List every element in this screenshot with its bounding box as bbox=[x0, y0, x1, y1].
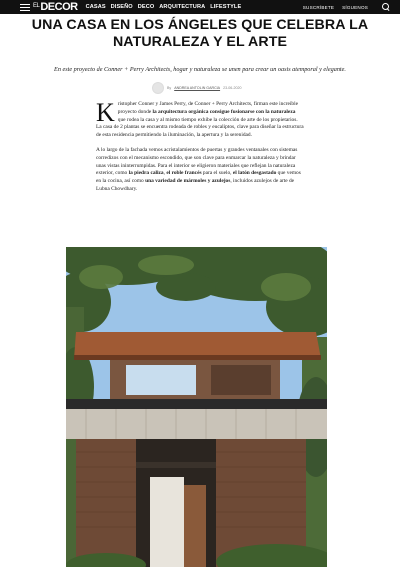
publish-date: 23-06-2020 bbox=[223, 86, 242, 90]
main-nav bbox=[86, 4, 242, 10]
paragraph-1-text bbox=[96, 98, 304, 139]
nav-item-lifestyle[interactable]: LIFESTYLE bbox=[210, 4, 242, 10]
house-illustration bbox=[66, 247, 327, 567]
nav-item-diseno[interactable]: DISEÑO bbox=[110, 4, 133, 10]
body-text: , bbox=[163, 170, 167, 177]
author-avatar bbox=[152, 82, 164, 94]
emphasis-text: el roble francés bbox=[166, 170, 202, 177]
article-subtitle: En este proyecto de Conner + Perry Architects, hogar y naturaleza se unen para crear un oasis atemporal y elegante. bbox=[54, 66, 346, 73]
header-actions bbox=[303, 3, 390, 11]
search-icon[interactable] bbox=[382, 3, 390, 11]
body-text: que vemos en la cocina, así como bbox=[96, 170, 301, 185]
article-body bbox=[96, 98, 304, 201]
nav-item-deco[interactable]: DECO bbox=[137, 4, 155, 10]
article-title: UNA CASA EN LOS ÁNGELES QUE CELEBRA LA NATURALEZA Y EL ARTE bbox=[31, 17, 369, 50]
dropcap: K bbox=[96, 98, 115, 127]
menu-icon[interactable] bbox=[20, 4, 30, 11]
nav-item-arquitectura[interactable]: ARQUITECTURA bbox=[159, 4, 206, 10]
body-text: , incluidos azulejos de arte de Lubna Chowdhary. bbox=[96, 178, 295, 192]
emphasis-text: la piedra caliza bbox=[128, 170, 164, 177]
top-navigation-bar bbox=[0, 0, 400, 14]
byline bbox=[152, 82, 241, 94]
logo-prefix: EL bbox=[33, 3, 40, 9]
nav-item-casas[interactable]: CASAS bbox=[85, 4, 106, 10]
subscribe-link[interactable]: SUSCRÍBETE bbox=[302, 4, 335, 10]
hero-image bbox=[66, 247, 327, 567]
emphasis-text: el latón desgastado bbox=[232, 170, 277, 177]
paragraph-1 bbox=[96, 98, 304, 140]
site-logo[interactable] bbox=[33, 1, 78, 13]
paragraph-2-text bbox=[96, 147, 301, 192]
emphasis-text: una variedad de mármoles y azulejos bbox=[145, 178, 231, 185]
body-text: A lo largo de la fachada vemos acristalamientos de puertas y grandes ventanales con sistemas corredizos con el mecanismo escondido, que son clave para enmarcar la naturaleza y brindar unas vistas ininterrumpidas. Para el interior se eligieron materiales que reflejan la naturaleza exterior, como bbox=[96, 146, 298, 177]
body-text: para el suelo, bbox=[201, 170, 233, 177]
body-text: ristopher Conner y James Perry, de Conner + Perry Architects, firman este increíble proyecto donde bbox=[117, 101, 299, 115]
author-link[interactable]: ANDREA ANTOLIN GARCIA bbox=[174, 86, 221, 90]
logo-text: DECOR bbox=[40, 1, 78, 13]
paragraph-2 bbox=[96, 147, 304, 194]
follow-link[interactable]: SÍGUENOS bbox=[342, 4, 368, 10]
byline-prefix: By bbox=[167, 86, 172, 90]
body-text: que rodea la casa y al mismo tiempo exhibe la colección de arte de los propietarios. La casa de 2 plantas se encuentra rodeada de robles y eucaliptos, clave para diseñar la estructura de esta residencia permitiendo la iluminación, la apertura y la serenidad. bbox=[96, 116, 304, 139]
emphasis-text: la arquitectura orgánica consigue fusionarse con la naturaleza bbox=[152, 108, 296, 115]
